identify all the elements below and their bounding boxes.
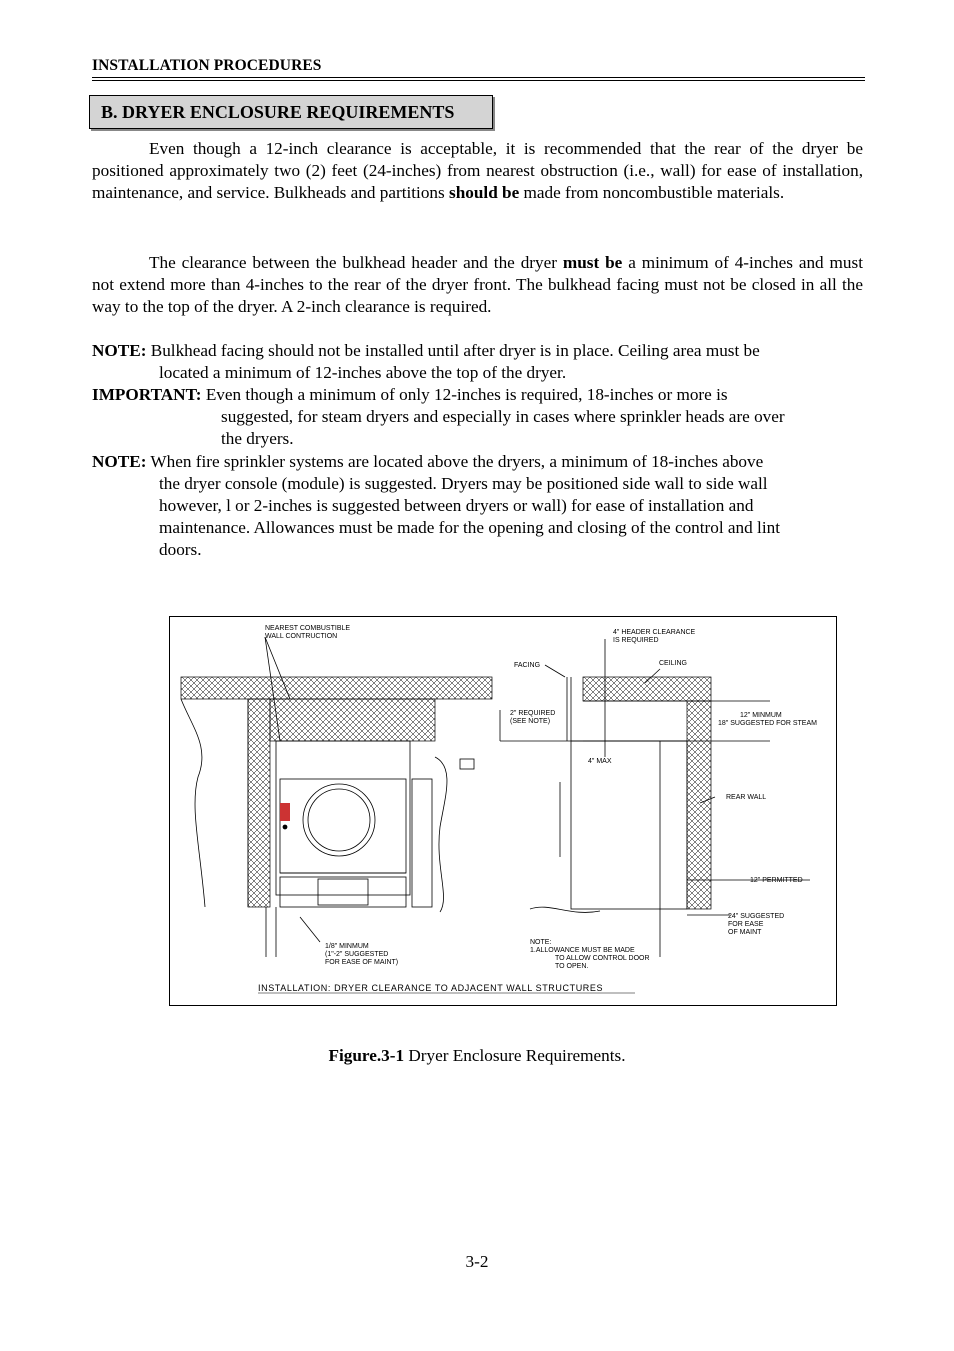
right-rear-wall-hatch <box>687 701 711 909</box>
label-note-3: TO OPEN. <box>555 963 589 970</box>
label-req2-2: (SEE NOTE) <box>510 718 551 725</box>
label-ceiling: CEILING <box>659 660 688 667</box>
important-steam-dryers: IMPORTANT: Even though a minimum of only 12-inches is required, 18-inches or more is suggested, for steam dryers and especially in cases where sprinkler heads are over the dryers. <box>92 385 785 448</box>
dryer-cabinet <box>276 741 410 895</box>
label-max4: 4" MAX <box>588 758 612 765</box>
left-header-hatch <box>270 699 435 741</box>
left-wall-hatch <box>248 699 270 907</box>
dryer-section <box>571 741 687 909</box>
figure-caption: Figure.3-1 Dryer Enclosure Requirements. <box>328 1046 626 1065</box>
page-number: 3-2 <box>465 1252 489 1271</box>
paragraph-bulkhead-clearance: The clearance between the bulkhead header and the dryer must be a minimum of 4-inches and must not extend more than 4-inches to the rear of the dryer front. The bulkhead facing must not be closed in all the way to the top of the dryer. A 2-inch clearance is required. <box>92 253 863 316</box>
label-header-clear-1: 4" HEADER CLEARANCE <box>613 629 696 636</box>
note-fire-sprinkler: NOTE: When fire sprinkler systems are located above the dryers, a minimum of 18-inches above the dryer console (module) is suggested. Dryers may be positioned side wall to side wall however, l or 2-inches is suggested between dryers or wall) for ease of installation and maintenance. Allowances must be made for the opening and closing of the control and lint doors. <box>92 452 780 559</box>
enclosure-drawing <box>170 617 836 1005</box>
section-heading: B. DRYER ENCLOSURE REQUIREMENTS <box>89 95 493 129</box>
label-min18-3: FOR EASE OF MAINT) <box>325 959 399 966</box>
label-combustible-2: WALL CONTRUCTION <box>265 633 338 640</box>
label-note-head: NOTE: <box>530 939 552 946</box>
label-combustible-1: NEAREST COMBUSTIBLE <box>265 625 351 632</box>
label-sug24-1: 24" SUGGESTED <box>728 913 785 920</box>
label-note-2: TO ALLOW CONTROL DOOR <box>555 955 650 962</box>
label-min12-2: 18" SUGGESTED FOR STEAM <box>718 720 817 727</box>
header-rule-thick <box>92 77 865 78</box>
label-min12-1: 12" MINMUM <box>740 712 782 719</box>
label-facing: FACING <box>514 662 541 669</box>
label-req2-1: 2" REQUIRED <box>510 710 556 717</box>
figure-dryer-enclosure <box>169 616 837 1006</box>
left-ceiling-hatch <box>181 677 492 699</box>
label-sug24-2: FOR EASE <box>728 921 764 928</box>
note-bulkhead-facing: NOTE: Bulkhead facing should not be installed until after dryer is in place. Ceiling area must be located a minimum of 12-inches above the top of the dryer. <box>92 341 760 382</box>
figure-title: INSTALLATION: DRYER CLEARANCE TO ADJACENT WALL STRUCTURES <box>258 983 604 993</box>
header-rule-thin <box>92 80 865 81</box>
paragraph-rear-clearance: Even though a 12-inch clearance is acceptable, it is recommended that the rear of the dryer be positioned approximately two (2) feet (24-inches) from nearest obstruction (i.e., wall) for ease of installation, maintenance, and service. Bulkheads and partitions should be made from noncombustible materials. <box>92 139 863 202</box>
dryer-door <box>303 784 375 856</box>
label-sug24-3: OF MAINT <box>728 929 762 936</box>
label-header-clear-2: IS REQUIRED <box>613 637 659 644</box>
label-min18-2: (1"-2" SUGGESTED <box>325 951 389 958</box>
label-min18-1: 1/8" MINMUM <box>325 943 369 950</box>
label-permitted12: 12" PERMITTED <box>750 877 803 884</box>
running-header: INSTALLATION PROCEDURES <box>92 57 322 74</box>
label-note-1: 1.ALLOWANCE MUST BE MADE <box>530 947 635 954</box>
label-rear-wall: REAR WALL <box>726 794 767 801</box>
